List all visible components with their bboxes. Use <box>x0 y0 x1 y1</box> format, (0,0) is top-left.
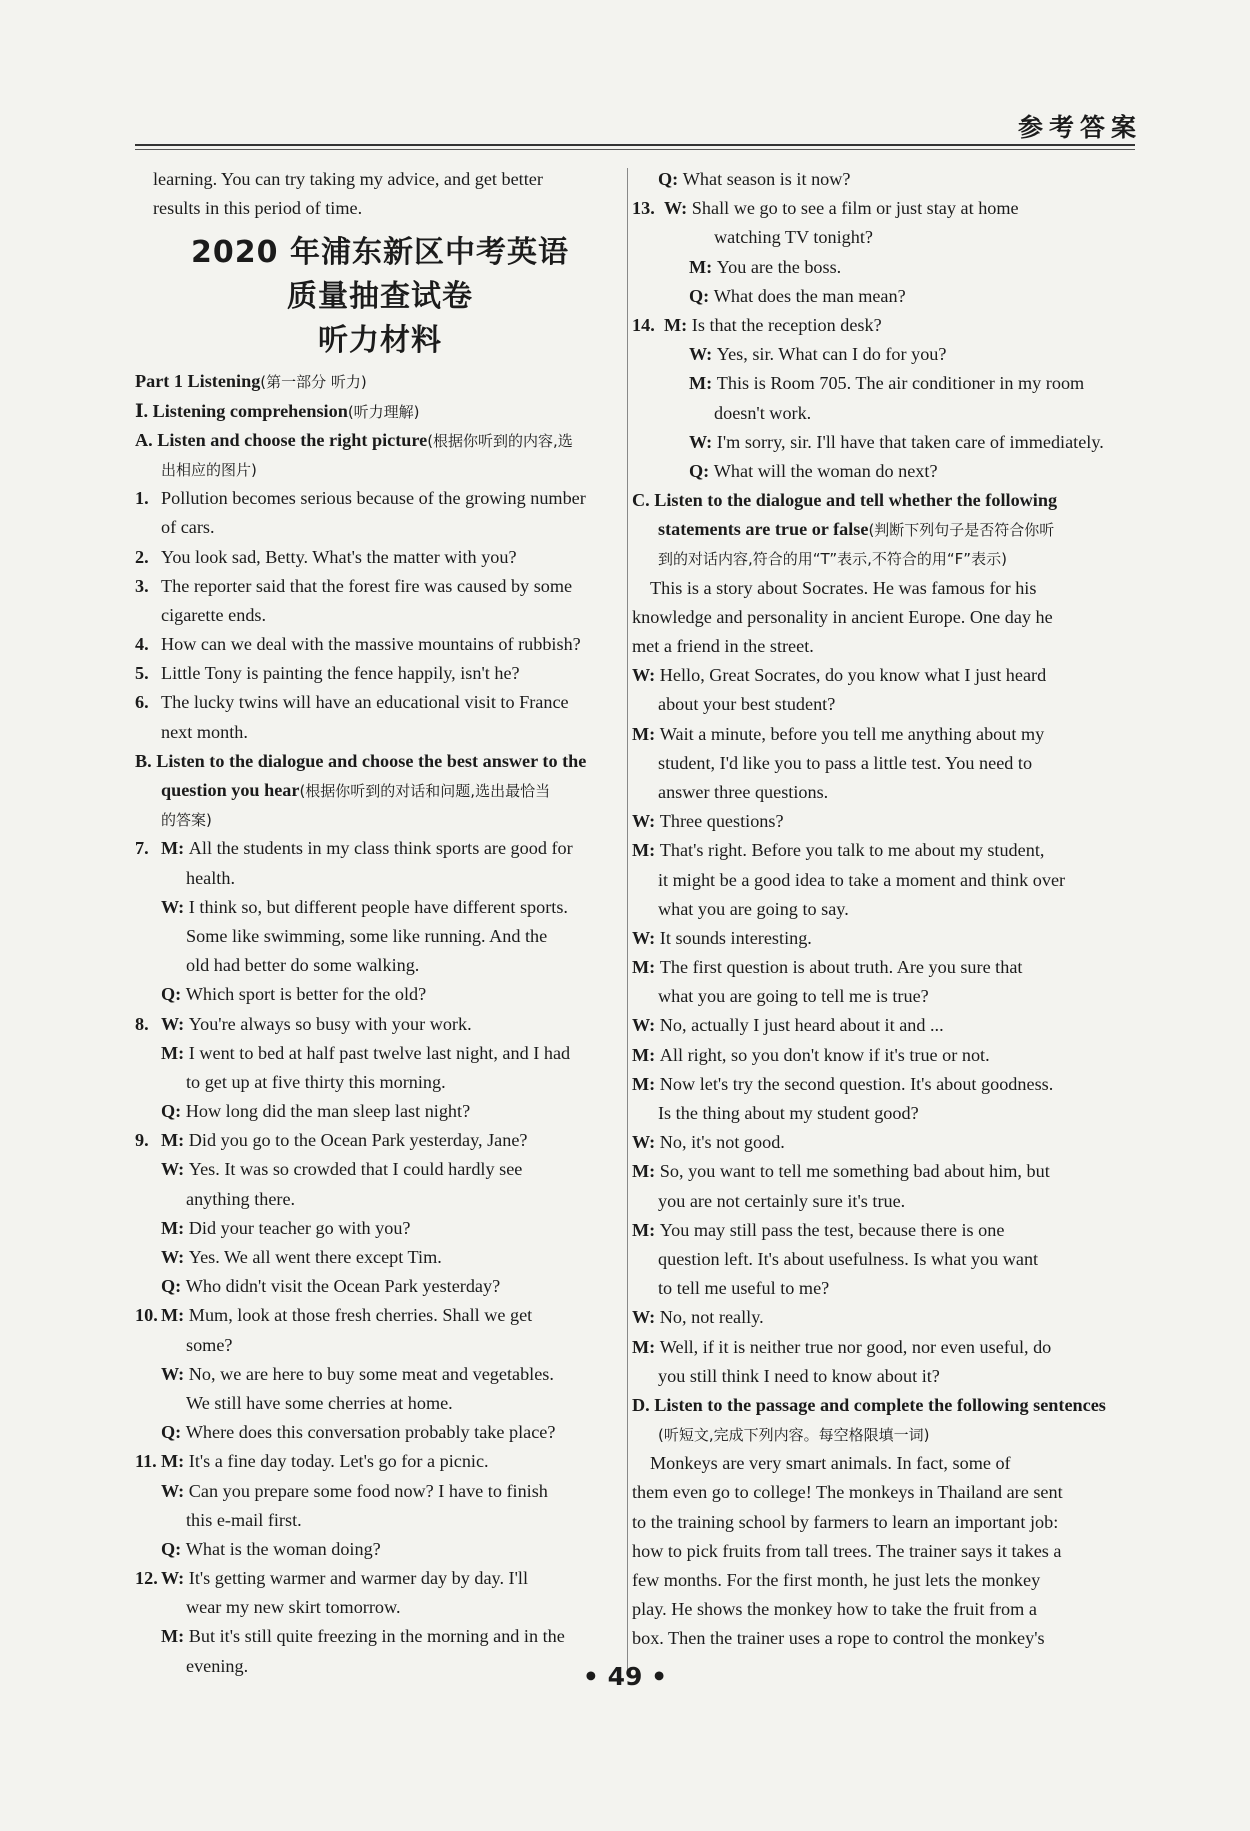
part1-heading <box>135 367 625 396</box>
text-span: A. Listen and choose the right picture <box>135 429 428 450</box>
speaker: W: <box>632 811 660 832</box>
question-number: 6. <box>135 692 149 713</box>
text-span: B. Listen to the dialogue and choose the best answer to the <box>135 750 587 771</box>
text-span: Did your teacher go with you? <box>188 1217 411 1238</box>
speaker: W: <box>161 1013 189 1034</box>
text-span: what you are going to say. <box>658 898 849 919</box>
paper-title <box>135 223 625 367</box>
speaker: M: <box>664 314 692 335</box>
text-span: But it's still quite freezing in the morning and in the <box>188 1626 565 1647</box>
header-title: 参考答案 <box>1017 113 1142 142</box>
dialogue-turn <box>632 1157 1128 1186</box>
speaker: W: <box>632 665 660 686</box>
text-span: Yes. We all went there except Tim. <box>188 1247 442 1267</box>
section-d-heading <box>632 1391 1128 1420</box>
speaker: W: <box>689 344 717 365</box>
section-a-heading <box>135 426 625 455</box>
dialogue-turn <box>135 1214 625 1243</box>
dialogue-turn-cont <box>135 1068 625 1097</box>
text-span: No, not really. <box>659 1307 764 1328</box>
text-span: statements are true or false <box>658 519 869 540</box>
dialogue-turn <box>632 1303 1128 1332</box>
text-span: few months. For the first month, he just lets the monkey <box>632 1570 1041 1590</box>
question-number: 11. <box>135 1451 157 1472</box>
dialogue-turn-cont <box>135 1185 625 1214</box>
text-span: Part 1 Listening <box>135 371 261 392</box>
speaker: M: <box>161 1130 189 1151</box>
speaker: Q: <box>161 1276 186 1297</box>
speaker: M: <box>161 1626 189 1647</box>
question-number: 14. <box>632 314 655 335</box>
speaker: M: <box>161 1305 189 1326</box>
passage-line <box>632 1595 1128 1624</box>
text-span: This is Room 705. The air conditioner in my room <box>716 373 1085 394</box>
header-rule-thin <box>135 149 1135 150</box>
text-span: The reporter said that the forest fire was caused by some <box>161 575 573 596</box>
section-b-heading <box>135 747 625 776</box>
question-item <box>135 688 625 717</box>
question-item <box>135 484 625 513</box>
text-span: Where does this conversation probably take place? <box>185 1422 556 1443</box>
question-number: 9. <box>135 1130 149 1151</box>
speaker: M: <box>161 1451 189 1472</box>
text-span: You may still pass the test, because there is one <box>659 1219 1005 1240</box>
text-span: All right, so you don't know if it's true or not. <box>659 1044 990 1065</box>
text-span: How can we deal with the massive mountains of rubbish? <box>161 634 581 655</box>
section-d-heading-cont <box>632 1420 1128 1449</box>
dialogue-turn-cont <box>632 982 1128 1011</box>
dialogue-turn <box>632 720 1128 749</box>
speaker: M: <box>632 1073 660 1094</box>
dialogue-turn-cont <box>632 895 1128 924</box>
text-span: This is a story about Socrates. He was famous for his <box>650 577 1037 598</box>
speaker: M: <box>689 256 717 277</box>
text-span: Who didn't visit the Ocean Park yesterday? <box>185 1276 501 1297</box>
speaker: W: <box>161 1363 189 1384</box>
question-item <box>135 630 625 659</box>
story-line <box>632 632 1128 661</box>
speaker: W: <box>161 1159 189 1180</box>
speaker: Q: <box>161 1538 186 1559</box>
text-span: question left. It's about usefulness. Is what you want <box>658 1248 1039 1269</box>
section1-heading <box>135 397 625 426</box>
text-span: What will the woman do next? <box>713 460 938 481</box>
section-c-heading <box>632 486 1128 515</box>
text-span: Shall we go to see a film or just stay at home <box>691 198 1019 219</box>
dialogue-turn <box>632 953 1128 982</box>
passage-line <box>632 1537 1128 1566</box>
text-span: Yes, sir. What can I do for you? <box>716 344 947 365</box>
text-span: That's right. Before you talk to me about my student, <box>659 840 1045 861</box>
passage-line <box>632 1508 1128 1537</box>
dialogue-turn <box>632 1041 1128 1070</box>
dialogue-turn-cont <box>632 690 1128 719</box>
dialogue-turn <box>632 1128 1128 1157</box>
text-span: Now let's try the second question. It's about goodness. <box>659 1073 1054 1094</box>
dialogue-turn-cont <box>135 1593 625 1622</box>
question-number: 7. <box>135 838 149 859</box>
dialogue-turn-cont <box>632 1187 1128 1216</box>
text-span: health. <box>186 867 235 888</box>
text-span: All the students in my class think sports are good for <box>188 838 573 859</box>
dialogue-turn <box>135 1039 625 1068</box>
dialogue-turn <box>135 1622 625 1651</box>
text-span: I'm sorry, sir. I'll have that taken care of immediately. <box>716 431 1104 452</box>
dialogue-turn <box>632 1333 1128 1362</box>
dialogue-turn-cont <box>632 1362 1128 1391</box>
speaker: M: <box>161 1042 189 1063</box>
text-span: how to pick fruits from tall trees. The trainer says it takes a <box>632 1540 1062 1561</box>
text-span: results in this period of time. <box>153 198 363 219</box>
dialogue-turn <box>632 836 1128 865</box>
dialogue-item <box>135 1301 625 1330</box>
section-a-heading-cont <box>135 455 625 484</box>
question-item-cont <box>135 513 625 542</box>
text-span: this e-mail first. <box>186 1509 302 1530</box>
text-span: I think so, but different people have different sports. <box>188 896 568 917</box>
dialogue-turn <box>632 457 1128 486</box>
speaker: W: <box>632 1015 660 1036</box>
dialogue-turn <box>632 661 1128 690</box>
speaker: Q: <box>689 460 714 481</box>
speaker: M: <box>632 1219 660 1240</box>
dialogue-item <box>135 1564 625 1593</box>
dialogue-turn <box>632 1011 1128 1040</box>
speaker: Q: <box>689 285 714 306</box>
header-rule <box>135 144 1135 146</box>
dialogue-turn <box>135 1360 625 1389</box>
dialogue-item <box>135 1126 625 1155</box>
text-span: D. Listen to the passage and complete the following sentences <box>632 1394 1106 1415</box>
text-span: old had better do some walking. <box>186 955 420 976</box>
text-span: learning. You can try taking my advice, and get better <box>153 169 543 189</box>
text-span: Wait a minute, before you tell me anything about my <box>659 723 1045 744</box>
story-line <box>632 574 1128 603</box>
text-span: some? <box>186 1334 233 1355</box>
text-span: them even go to college! The monkeys in Thailand are sent <box>632 1482 1063 1503</box>
text-span: I went to bed at half past twelve last night, and I had <box>188 1042 571 1063</box>
dialogue-turn <box>135 1243 625 1272</box>
speaker: M: <box>632 1161 660 1182</box>
paper-title-line: 质量抽查试卷 <box>287 279 473 315</box>
text-span: Ⅰ. Listening comprehension <box>135 400 348 421</box>
dialogue-turn <box>135 1477 625 1506</box>
text-span: box. Then the trainer uses a rope to control the monkey's <box>632 1628 1045 1649</box>
question-number: 1. <box>135 488 149 509</box>
dialogue-turn <box>632 253 1128 282</box>
text-span: No, actually I just heard about it and ... <box>659 1015 944 1036</box>
text-span: met a friend in the street. <box>632 636 814 656</box>
dialogue-turn <box>632 282 1128 311</box>
dialogue-item <box>135 1010 625 1039</box>
text-span: (听短文,完成下列内容。每空格限填一词) <box>658 1426 930 1445</box>
text-span: student, I'd like you to pass a little test. You need to <box>658 752 1033 773</box>
question-number: 4. <box>135 634 149 655</box>
text-span: You look sad, Betty. What's the matter with you? <box>161 546 517 567</box>
text-span: Monkeys are very smart animals. In fact, some of <box>650 1453 1011 1474</box>
speaker: W: <box>632 1132 660 1153</box>
text-span: It sounds interesting. <box>659 927 812 948</box>
speaker: M: <box>632 723 660 744</box>
dialogue-turn <box>632 1070 1128 1099</box>
text-span: Did you go to the Ocean Park yesterday, Jane? <box>188 1130 528 1151</box>
dialogue-turn-cont <box>135 864 625 893</box>
text-span: next month. <box>161 721 248 742</box>
question-item-cont <box>135 718 625 747</box>
text-span: How long did the man sleep last night? <box>185 1101 471 1122</box>
text-span: you are not certainly sure it's true. <box>658 1190 906 1211</box>
text-span: Hello, Great Socrates, do you know what I just heard <box>659 665 1047 686</box>
text-span: Little Tony is painting the fence happily, isn't he? <box>161 663 520 684</box>
text-span: Yes. It was so crowded that I could hardly see <box>188 1159 523 1180</box>
question-number: 12. <box>135 1568 158 1589</box>
intro-line <box>135 194 625 223</box>
text-span: of cars. <box>161 517 215 538</box>
text-span: Is the thing about my student good? <box>658 1103 919 1123</box>
speaker: W: <box>161 1568 189 1589</box>
passage-line <box>632 1566 1128 1595</box>
text-span: what you are going to tell me is true? <box>658 986 929 1007</box>
dialogue-item <box>632 311 1128 340</box>
speaker: M: <box>632 957 660 978</box>
text-span: you still think I need to know about it? <box>658 1365 940 1386</box>
dialogue-item <box>135 834 625 863</box>
dialogue-turn-cont <box>135 1506 625 1535</box>
question-number: 2. <box>135 546 149 567</box>
text-span: Which sport is better for the old? <box>185 984 427 1005</box>
speaker: W: <box>632 1307 660 1328</box>
dialogue-turn-cont <box>135 951 625 980</box>
text-span: So, you want to tell me something bad about him, but <box>659 1161 1050 1182</box>
question-item <box>135 572 625 601</box>
text-span: No, we are here to buy some meat and vegetables. <box>188 1363 554 1384</box>
dialogue-turn-cont <box>135 922 625 951</box>
text-span: evening. <box>186 1655 249 1676</box>
speaker: M: <box>161 838 189 859</box>
dialogue-turn <box>135 1535 625 1564</box>
section-c-heading-cont <box>632 544 1128 573</box>
passage-line <box>632 1478 1128 1507</box>
text-span: (根据你听到的对话和问题,选出最恰当 <box>299 782 551 800</box>
section-c-heading-cont <box>632 515 1128 544</box>
section-b-heading-cont <box>135 805 625 834</box>
speaker: M: <box>161 1217 189 1238</box>
dialogue-turn-cont <box>632 1099 1128 1128</box>
dialogue-item <box>135 1447 625 1476</box>
text-span: 出相应的图片) <box>161 460 257 479</box>
text-span: knowledge and personality in ancient Europe. One day he <box>632 606 1053 627</box>
section-b-heading-cont <box>135 776 625 805</box>
dialogue-turn-cont <box>632 1274 1128 1303</box>
paper-title-line: 听力材料 <box>318 323 442 359</box>
text-span: Can you prepare some food now? I have to finish <box>188 1480 548 1501</box>
dialogue-turn <box>632 924 1128 953</box>
column-divider <box>627 168 628 1676</box>
question-number: 5. <box>135 663 149 684</box>
text-span: Is that the reception desk? <box>691 314 882 335</box>
dialogue-turn-cont <box>135 1389 625 1418</box>
story-line <box>632 603 1128 632</box>
passage-line <box>632 1624 1128 1653</box>
text-span: Pollution becomes serious because of the growing number <box>161 488 586 509</box>
text-span: (根据你听到的内容,选 <box>427 431 573 450</box>
text-span: (第一部分 听力) <box>260 373 367 392</box>
text-span: Some like swimming, some like running. And the <box>186 925 548 946</box>
question-number: 10. <box>135 1305 158 1326</box>
text-span: play. He shows the monkey how to take the fruit from a <box>632 1599 1037 1620</box>
speaker: W: <box>664 198 692 219</box>
speaker: W: <box>161 1480 189 1501</box>
text-span: cigarette ends. <box>161 604 267 625</box>
passage-line <box>632 1449 1128 1478</box>
question-item-cont <box>135 601 625 630</box>
text-span: 的答案) <box>161 811 212 830</box>
question-number: 13. <box>632 198 655 219</box>
dialogue-turn <box>135 893 625 922</box>
text-span: doesn't work. <box>714 402 812 423</box>
text-span: to the training school by farmers to learn an important job: <box>632 1511 1059 1532</box>
dialogue-turn-cont <box>632 866 1128 895</box>
dialogue-turn-cont <box>632 223 1128 252</box>
dialogue-turn <box>135 1272 625 1301</box>
speaker: W: <box>161 1247 189 1267</box>
text-span: (判断下列句子是否符合你听 <box>868 521 1055 540</box>
text-span: to get up at five thirty this morning. <box>186 1071 446 1092</box>
text-span: C. Listen to the dialogue and tell whether the following <box>632 490 1058 511</box>
text-span: 到的对话内容,符合的用“T”表示,不符合的用“F”表示) <box>658 550 1007 569</box>
text-span: to tell me useful to me? <box>658 1278 830 1299</box>
text-span: You are the boss. <box>716 256 842 277</box>
question-number: 3. <box>135 575 149 596</box>
dialogue-turn-cont <box>632 399 1128 428</box>
text-span: watching TV tonight? <box>714 227 873 248</box>
dialogue-turn-cont <box>632 749 1128 778</box>
text-span: question you hear <box>161 780 300 800</box>
text-span: It's getting warmer and warmer day by day. I'll <box>188 1568 529 1589</box>
dialogue-turn <box>135 1418 625 1447</box>
text-span: No, it's not good. <box>659 1132 785 1153</box>
speaker: W: <box>632 927 660 948</box>
dialogue-turn-cont <box>632 1245 1128 1274</box>
speaker: W: <box>161 896 189 917</box>
text-span: The first question is about truth. Are you sure that <box>659 957 1023 978</box>
speaker: M: <box>632 840 660 861</box>
question-number: 8. <box>135 1013 149 1034</box>
question-item <box>135 659 625 688</box>
text-span: Mum, look at those fresh cherries. Shall we get <box>188 1305 533 1326</box>
text-span: it might be a good idea to take a moment and think over <box>658 869 1066 890</box>
text-span: anything there. <box>186 1188 296 1209</box>
speaker: Q: <box>658 169 683 189</box>
speaker: Q: <box>161 984 186 1005</box>
left-column <box>135 165 625 1681</box>
dialogue-turn <box>632 1216 1128 1245</box>
text-span: wear my new skirt tomorrow. <box>186 1597 401 1618</box>
speaker: M: <box>689 373 717 394</box>
dialogue-turn <box>632 807 1128 836</box>
dialogue-turn <box>135 1097 625 1126</box>
page-number: • 49 • <box>582 1662 668 1691</box>
dialogue-turn <box>632 428 1128 457</box>
dialogue-turn <box>632 165 1128 194</box>
dialogue-turn-cont <box>135 1331 625 1360</box>
speaker: M: <box>632 1044 660 1065</box>
text-span: answer three questions. <box>658 781 829 802</box>
intro-line <box>135 165 625 194</box>
dialogue-turn-cont <box>632 778 1128 807</box>
text-span: You're always so busy with your work. <box>188 1013 472 1034</box>
dialogue-turn <box>632 369 1128 398</box>
dialogue-item <box>632 194 1128 223</box>
text-span: What season is it now? <box>682 169 851 189</box>
text-span: about your best student? <box>658 694 836 715</box>
dialogue-turn <box>135 1155 625 1184</box>
text-span: Well, if it is neither true nor good, nor even useful, do <box>659 1336 1052 1357</box>
speaker: M: <box>632 1336 660 1357</box>
text-span: Three questions? <box>659 811 784 832</box>
speaker: Q: <box>161 1422 186 1443</box>
paper-title-line: 2020 年浦东新区中考英语 <box>191 235 569 271</box>
text-span: We still have some cherries at home. <box>186 1392 453 1413</box>
text-span: What is the woman doing? <box>185 1538 381 1559</box>
question-item <box>135 543 625 572</box>
text-span: What does the man mean? <box>713 285 906 306</box>
dialogue-turn <box>632 340 1128 369</box>
text-span: (听力理解) <box>347 402 420 421</box>
speaker: Q: <box>161 1101 186 1122</box>
speaker: W: <box>689 431 717 452</box>
right-column <box>632 165 1128 1654</box>
text-span: The lucky twins will have an educational visit to France <box>161 692 569 713</box>
dialogue-turn <box>135 980 625 1009</box>
text-span: It's a fine day today. Let's go for a picnic. <box>188 1451 489 1472</box>
